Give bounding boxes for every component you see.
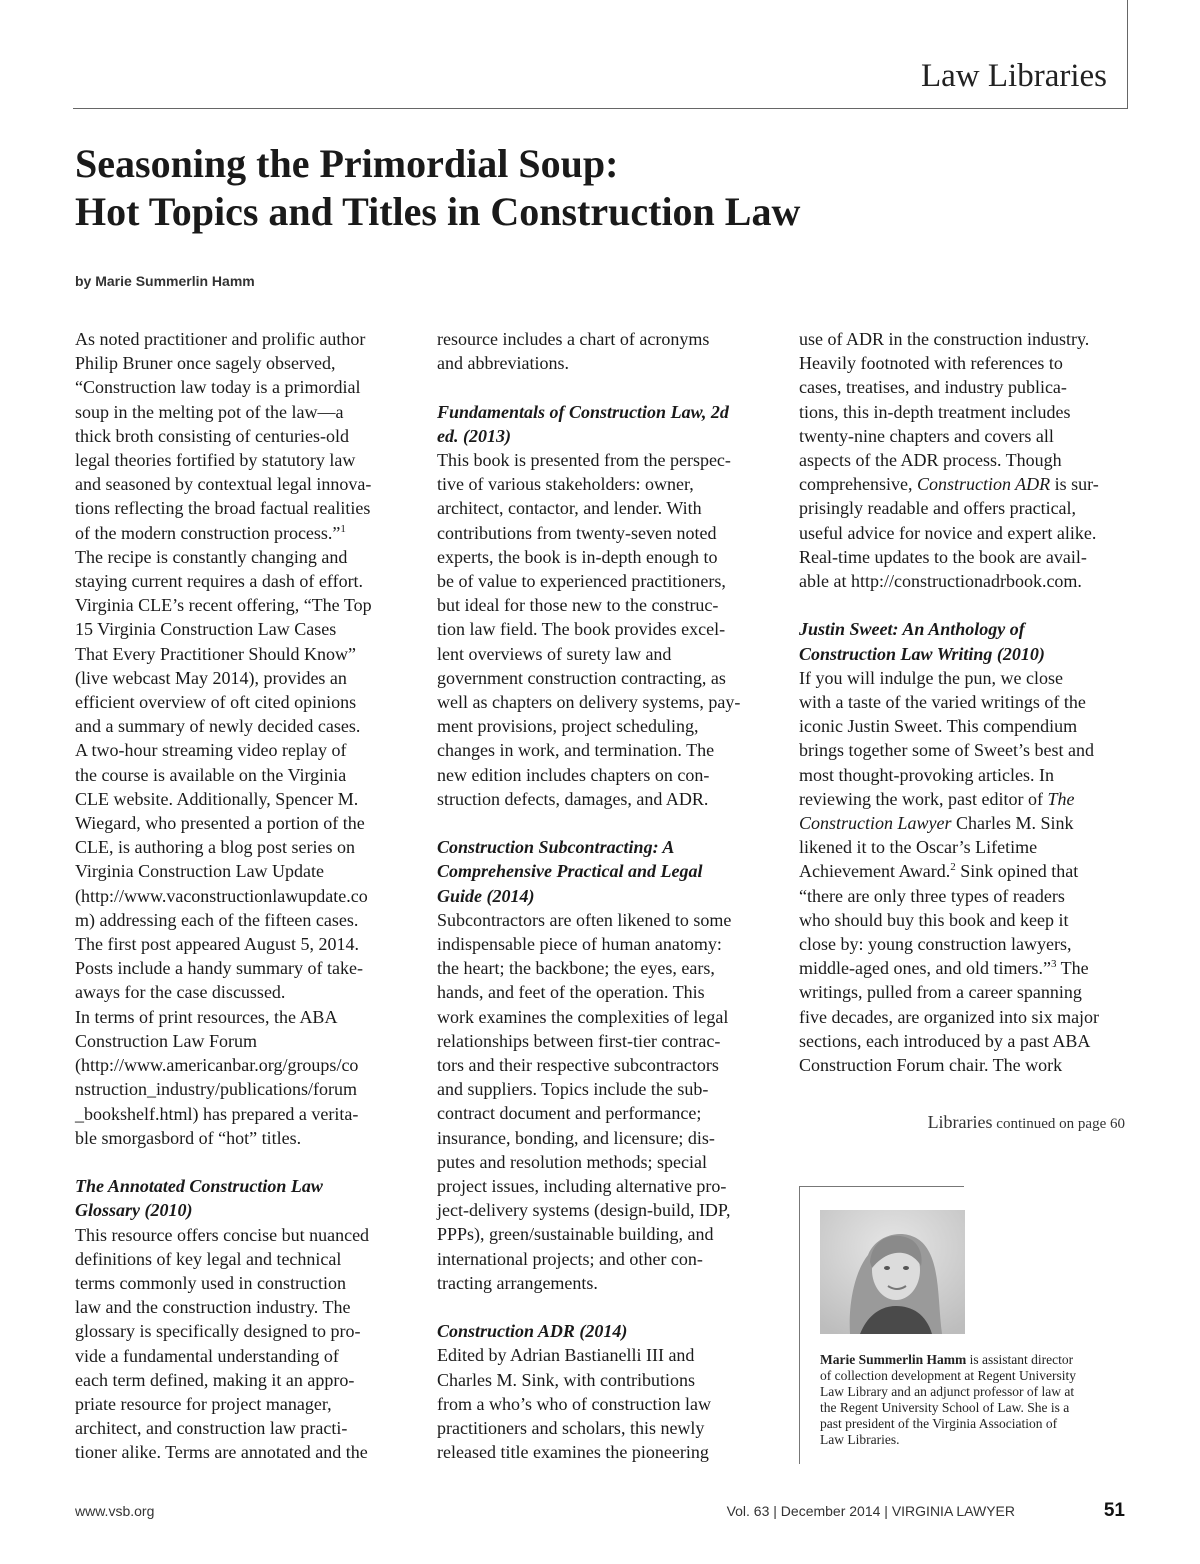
text-line: Construction Law Forum	[75, 1030, 257, 1051]
text-line: sections, each introduced by a past ABA	[799, 1030, 1091, 1051]
text-line: 15 Virginia Construction Law Cases	[75, 619, 337, 640]
text-line: Construction Lawyer Charles M. Sink	[799, 813, 1074, 834]
column-3	[799, 327, 1129, 1077]
author-photo	[820, 1210, 965, 1334]
text-line: lent overviews of surety law and	[437, 643, 672, 664]
text-line: CLE website. Additionally, Spencer M.	[75, 788, 359, 809]
text-line: Law Library and an adjunct professor of law at	[820, 1383, 1075, 1399]
text-line: the heart; the backbone; the eyes, ears,	[437, 958, 715, 979]
text-line: writings, pulled from a career spanning	[799, 982, 1082, 1003]
text-line: ject-delivery systems (design-build, IDP,	[437, 1200, 731, 1221]
text-line: use of ADR in the construction industry.	[799, 329, 1090, 349]
header-vertical-rule	[1127, 0, 1128, 109]
text-line: architect, and construction law practi-	[75, 1418, 348, 1439]
text-line: Law Libraries.	[820, 1431, 900, 1447]
text-line: experts, the book is in-depth enough to	[437, 546, 718, 567]
text-line: and seasoned by contextual legal innova-	[75, 474, 372, 495]
column-2	[437, 327, 767, 1465]
text-line: tions reflecting the broad factual realities	[75, 498, 371, 519]
text-line: but ideal for those new to the construc-	[437, 595, 719, 616]
text-line: past president of the Virginia Association of	[820, 1415, 1058, 1431]
text-line: glossary is specifically designed to pro-	[75, 1321, 361, 1342]
text-line: CLE, is authoring a blog post series on	[75, 837, 355, 858]
text-line: Charles M. Sink, with contributions	[437, 1369, 695, 1390]
text-line: putes and resolution methods; special	[437, 1151, 707, 1172]
text-line: reviewing the work, past editor of The	[799, 788, 1075, 809]
book-heading	[799, 617, 1129, 665]
text-line: and suppliers. Topics include the sub-	[437, 1079, 709, 1100]
text-line: contributions from twenty-seven noted	[437, 522, 717, 543]
text-line: tion law field. The book provides excel-	[437, 619, 726, 640]
text-line: A two-hour streaming video replay of	[75, 740, 347, 761]
continued-paragraph	[799, 327, 1129, 593]
text-line: The recipe is constantly changing and	[75, 546, 348, 567]
book-heading	[437, 1319, 767, 1343]
text-line: Achievement Award.$^2$ Sink opined that	[799, 861, 1079, 882]
text-line: struction defects, damages, and ADR.	[437, 788, 709, 809]
text-line: prisingly readable and offers practical,	[799, 498, 1077, 519]
article-title	[75, 140, 1125, 236]
text-line: Virginia CLE’s recent offering, “The Top	[75, 595, 372, 616]
continued-jump-line[interactable]: Libraries continued on page 60	[927, 1112, 1125, 1132]
text-line: Philip Bruner once sagely observed,	[75, 353, 336, 374]
text-line: Heavily footnoted with references to	[799, 353, 1063, 374]
text-line: terms commonly used in construction	[75, 1272, 346, 1293]
text-line: Real-time updates to the book are avail-	[799, 546, 1087, 567]
text-line: project issues, including alternative pro-	[437, 1176, 727, 1197]
text-line: (live webcast May 2014), provides an	[75, 667, 347, 688]
column-1	[75, 327, 403, 1465]
text-line: “there are only three types of readers	[799, 885, 1065, 906]
text-line: relationships between first-tier contrac-	[437, 1030, 721, 1051]
heading-line: Construction Subcontracting: A	[437, 837, 675, 858]
text-line: legal theories fortified by statutory law	[75, 450, 356, 471]
heading-line: The Annotated Construction Law	[75, 1176, 323, 1197]
text-line: from a who’s who of construction law	[437, 1393, 711, 1414]
text-line: tracting arrangements.	[437, 1272, 598, 1293]
text-line: new edition includes chapters on con-	[437, 764, 710, 785]
author-name: Marie Summerlin Hamm	[820, 1352, 967, 1367]
author-bio	[820, 1352, 1120, 1447]
text-line: architect, contactor, and lender. With	[437, 498, 702, 519]
section-header: Law Libraries	[921, 58, 1107, 94]
url-text[interactable]: (http://www.vaconstructionlawupdate.co	[75, 885, 368, 906]
text-line: and a summary of newly decided cases.	[75, 716, 361, 737]
book-description	[437, 1343, 767, 1464]
text-line: m) addressing each of the fifteen cases.	[75, 909, 359, 930]
text-line: PPPs), green/sustainable building, and	[437, 1224, 714, 1245]
intro-paragraph	[75, 327, 403, 1150]
text-line: This book is presented from the perspec-	[437, 450, 731, 470]
text-line: five decades, are organized into six major	[799, 1006, 1100, 1027]
text-line: resource includes a chart of acronyms	[437, 329, 710, 349]
url-text[interactable]: able at http://constructionadrbook.com.	[799, 571, 1082, 592]
text-line: efficient overview of oft cited opinions	[75, 692, 357, 713]
footnote-ref[interactable]: 3	[1050, 958, 1057, 971]
text-line: staying current requires a dash of effort.	[75, 571, 364, 592]
text-line: with a taste of the varied writings of the	[799, 692, 1086, 713]
text-line: indispensable piece of human anatomy:	[437, 934, 722, 955]
footer-url[interactable]: www.vsb.org	[75, 1503, 155, 1519]
text-line: likened it to the Oscar’s Lifetime	[799, 837, 1038, 858]
text-line: cases, treatises, and industry publica-	[799, 377, 1067, 398]
text-line: Virginia Construction Law Update	[75, 861, 325, 882]
url-text[interactable]: nstruction_industry/publications/forum	[75, 1079, 357, 1100]
footer-issue-info: Vol. 63 | December 2014 | VIRGINIA LAWYER	[726, 1503, 1015, 1519]
footnote-ref[interactable]: 2	[950, 861, 956, 874]
text-line: hands, and feet of the operation. This	[437, 982, 705, 1003]
text-line: changes in work, and termination. The	[437, 740, 715, 761]
text-line: Construction Forum chair. The work	[799, 1055, 1063, 1076]
text-line: middle-aged ones, and old timers.”$^3$ The	[799, 958, 1089, 979]
heading-line: Construction ADR (2014)	[437, 1321, 628, 1342]
byline: by Marie Summerlin Hamm	[75, 273, 255, 289]
text-line: As noted practitioner and prolific author	[75, 329, 366, 349]
text-line: aspects of the ADR process. Though	[799, 450, 1062, 471]
text-line: Marie Summerlin Hamm is assistant director	[820, 1352, 1074, 1367]
title-line-2: Hot Topics and Titles in Construction Law	[75, 189, 801, 234]
portrait-image	[820, 1210, 965, 1334]
text-line: released title examines the pioneering	[437, 1442, 709, 1463]
heading-line: Justin Sweet: An Anthology of	[799, 619, 1025, 640]
footnote-ref[interactable]: 1	[340, 522, 346, 535]
text-line: well as chapters on delivery systems, pay-	[437, 692, 741, 713]
text-line: thick broth consisting of centuries-old	[75, 425, 349, 446]
text-line: Edited by Adrian Bastianelli III and	[437, 1345, 695, 1366]
title-line-1: Seasoning the Primordial Soup:	[75, 141, 619, 186]
text-line: tioner alike. Terms are annotated and the	[75, 1442, 368, 1463]
text-line: practitioners and scholars, this newly	[437, 1418, 705, 1439]
text-line: each term defined, making it an appro-	[75, 1369, 355, 1390]
text-line: the course is available on the Virginia	[75, 764, 347, 785]
page-number: 51	[1103, 1500, 1125, 1521]
text-line: contract document and performance;	[437, 1103, 702, 1124]
text-line: work examines the complexities of legal	[437, 1006, 729, 1027]
bio-box-vertical-rule	[799, 1186, 800, 1464]
text-line: ble smorgasbord of “hot” titles.	[75, 1127, 302, 1148]
text-line: twenty-nine chapters and covers all	[799, 425, 1054, 446]
text-line: insurance, bonding, and licensure; dis-	[437, 1127, 715, 1148]
bio-box-rule	[799, 1186, 964, 1187]
url-text[interactable]: (http://www.americanbar.org/groups/co	[75, 1055, 359, 1076]
text-line: brings together some of Sweet’s best and	[799, 740, 1094, 761]
text-line: In terms of print resources, the ABA	[75, 1006, 338, 1027]
book-heading	[437, 835, 767, 908]
heading-line: Construction Law Writing (2010)	[799, 643, 1045, 664]
text-line: This resource offers concise but nuanced	[75, 1224, 370, 1245]
text-line: close by: young construction lawyers,	[799, 934, 1072, 955]
heading-line: ed. (2013)	[437, 425, 511, 446]
book-description	[437, 448, 767, 811]
text-line: “Construction law today is a primordial	[75, 377, 361, 398]
text-line: tive of various stakeholders: owner,	[437, 474, 694, 495]
text-line: of the modern construction process.”$^1$	[75, 522, 346, 543]
book-description	[75, 1223, 403, 1465]
text-line: comprehensive, Construction ADR is sur-	[799, 474, 1099, 495]
text-line: Subcontractors are often likened to some	[437, 909, 732, 930]
heading-line: Glossary (2010)	[75, 1200, 193, 1221]
continued-paragraph	[437, 327, 767, 375]
text-line: If you will indulge the pun, we close	[799, 667, 1063, 688]
text-line: most thought-provoking articles. In	[799, 764, 1054, 785]
book-description	[437, 908, 767, 1295]
text-line: tions, this in-depth treatment includes	[799, 401, 1071, 422]
heading-line: Fundamentals of Construction Law, 2d	[437, 401, 729, 422]
text-line: tors and their respective subcontractors	[437, 1055, 719, 1076]
text-line: The first post appeared August 5, 2014.	[75, 934, 359, 955]
text-line: iconic Justin Sweet. This compendium	[799, 716, 1078, 737]
text-line: government construction contracting, as	[437, 667, 726, 688]
text-line: _bookshelf.html) has prepared a verita-	[75, 1103, 359, 1124]
text-line: the Regent University School of Law. She is a	[820, 1399, 1070, 1415]
text-line: and abbreviations.	[437, 353, 569, 374]
heading-line: Comprehensive Practical and Legal	[437, 861, 703, 882]
book-description	[799, 666, 1129, 1077]
text-line: aways for the case discussed.	[75, 982, 286, 1003]
text-line: soup in the melting pot of the law—a	[75, 401, 344, 422]
text-line: Wiegard, who presented a portion of the	[75, 813, 365, 834]
book-heading	[437, 400, 767, 448]
text-line: useful advice for novice and expert alike.	[799, 522, 1097, 543]
text-line: Posts include a handy summary of take-	[75, 958, 363, 979]
text-line: That Every Practitioner Should Know”	[75, 643, 356, 664]
text-line: vide a fundamental understanding of	[75, 1345, 339, 1366]
text-line: international projects; and other con-	[437, 1248, 703, 1269]
text-line: definitions of key legal and technical	[75, 1248, 342, 1269]
header-rule	[73, 108, 1127, 109]
heading-line: Guide (2014)	[437, 885, 535, 906]
text-line: be of value to experienced practitioners,	[437, 571, 726, 592]
text-line: who should buy this book and keep it	[799, 909, 1069, 930]
text-line: of collection development at Regent University	[820, 1367, 1077, 1383]
text-line: priate resource for project manager,	[75, 1393, 332, 1414]
text-line: ment provisions, project scheduling,	[437, 716, 699, 737]
text-line: law and the construction industry. The	[75, 1297, 351, 1318]
book-heading	[75, 1174, 403, 1222]
